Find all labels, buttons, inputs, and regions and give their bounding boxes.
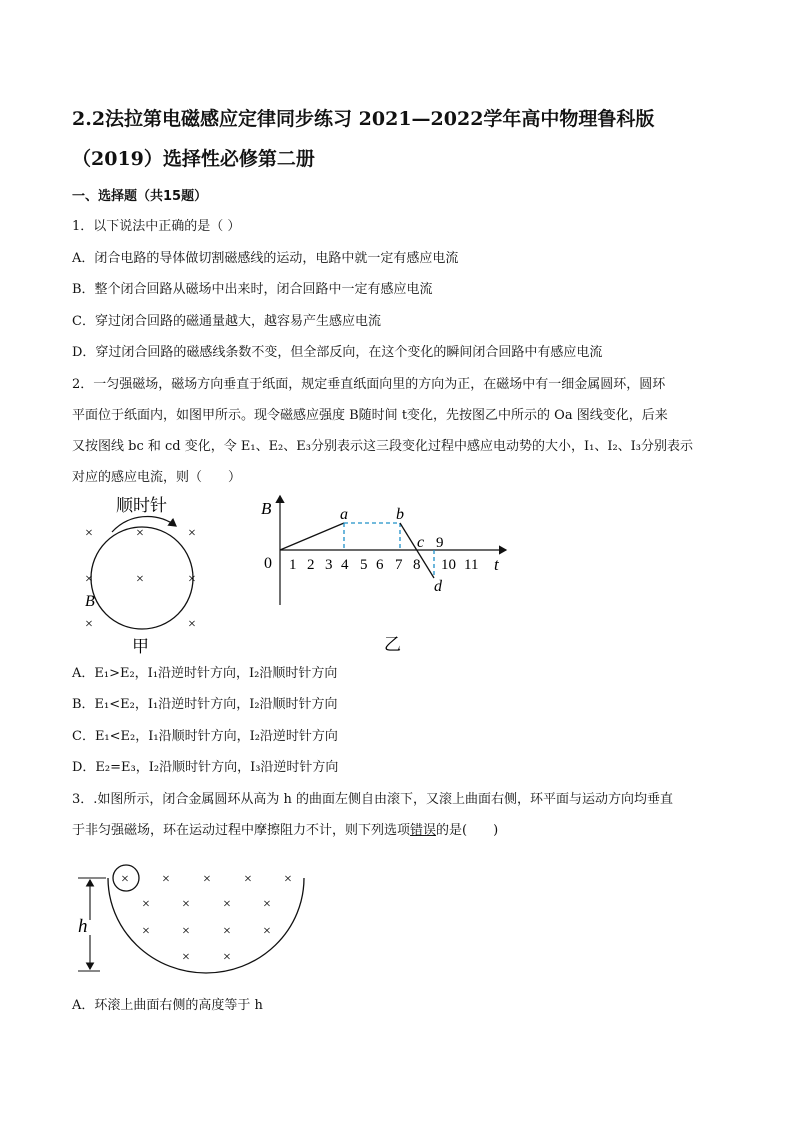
q3-stem-tail: 的是( ) — [436, 823, 499, 838]
figure-yi-caption: 乙 — [384, 635, 401, 654]
cross-mark: × — [121, 872, 129, 887]
doc-title-line2: （2019）选择性必修第二册 — [72, 148, 315, 170]
field-crosses — [85, 526, 196, 632]
cross-mark: × — [188, 617, 196, 632]
field-b-label: B — [85, 593, 95, 610]
q1-option-d: D．穿过闭合回路的磁感线条数不变，但全部反向，在这个变化的瞬间闭合回路中有感应电流 — [72, 345, 603, 360]
cross-mark: × — [85, 526, 93, 541]
section-heading: 一、选择题（共15题） — [72, 189, 208, 204]
figure-jia-caption: 甲 — [132, 637, 149, 656]
field-crosses — [121, 872, 292, 965]
tick-label: 10 — [441, 557, 456, 573]
q3-option-a: A．环滚上曲面右侧的高度等于 h — [72, 998, 263, 1013]
cross-mark: × — [182, 950, 190, 965]
figure-yi — [256, 490, 520, 660]
tick-label: 1 — [289, 557, 297, 573]
tick-label: 6 — [376, 557, 384, 573]
cross-mark: × — [188, 572, 196, 587]
cross-mark: × — [136, 572, 144, 587]
q3-stem-line2 — [72, 821, 732, 841]
cross-mark: × — [284, 872, 292, 887]
cross-mark: × — [182, 897, 190, 912]
cross-mark: × — [182, 924, 190, 939]
doc-title-line1: 2.2法拉第电磁感应定律同步练习 2021—2022学年高中物理鲁科版 — [72, 108, 655, 130]
cross-mark: × — [263, 924, 271, 939]
cross-mark: × — [162, 872, 170, 887]
q3-emphasis-word: 错误 — [410, 823, 437, 838]
figure-q3-curve — [70, 855, 310, 985]
tick-label: 2 — [307, 557, 315, 573]
point-d-label: d — [434, 578, 442, 595]
tick-label: 7 — [395, 557, 403, 573]
q2-option-b: B．E₁<E₂，I₁沿逆时针方向，I₂沿顺时针方向 — [72, 697, 338, 712]
point-a-label: a — [340, 506, 348, 523]
q2-stem-line4: 对应的感应电流，则（ ） — [72, 470, 242, 485]
tick-label: 11 — [464, 557, 479, 573]
point-b-label: b — [396, 506, 404, 523]
curved-track — [108, 878, 304, 973]
cross-mark: × — [85, 572, 93, 587]
segment-oa — [280, 523, 344, 550]
q2-option-c: C．E₁<E₂，I₁沿顺时针方向，I₂沿逆时针方向 — [72, 729, 338, 744]
cross-mark: × — [223, 950, 231, 965]
q2-stem-line3: 又按图线 bc 和 cd 变化，令 E₁、E₂、E₃分别表示这三段变化过程中感应电动势的大小，I₁、I₂、I₃分别表示 — [72, 439, 694, 454]
figure-jia — [76, 492, 216, 660]
cross-mark: × — [188, 526, 196, 541]
cross-mark: × — [244, 872, 252, 887]
tick-9-label: 9 — [436, 535, 444, 551]
tick-label: 5 — [360, 557, 368, 573]
q2-stem-line1: 2．一匀强磁场，磁场方向垂直于纸面，规定垂直纸面向里的方向为正，在磁场中有一细金属圆环，圆环 — [72, 377, 666, 392]
q3-stem-text: 于非匀强磁场，环在运动过程中摩擦阻力不计，则下列选项 — [72, 823, 411, 838]
clockwise-arrow-icon — [112, 516, 176, 532]
q1-option-a: A．闭合电路的导体做切割磁感线的运动，电路中就一定有感应电流 — [72, 251, 459, 266]
cross-mark: × — [85, 617, 93, 632]
cross-mark: × — [263, 897, 271, 912]
tick-label: 8 — [413, 557, 421, 573]
x-tick-labels — [289, 557, 478, 573]
q3-stem-line1: 3．.如图所示，闭合金属圆环从高为 h 的曲面左侧自由滚下，又滚上曲面右侧，环平面与运动方向均垂直 — [72, 792, 674, 807]
cross-mark: × — [223, 897, 231, 912]
cross-mark: × — [142, 897, 150, 912]
tick-label: 3 — [325, 557, 333, 573]
q1-option-b: B．整个闭合回路从磁场中出来时，闭合回路中一定有感应电流 — [72, 282, 433, 297]
cross-mark: × — [136, 526, 144, 541]
tick-label: 4 — [341, 557, 349, 573]
clockwise-label: 顺时针 — [116, 496, 167, 515]
height-h-label: h — [78, 916, 88, 937]
y-axis-label: B — [261, 499, 272, 518]
origin-label: 0 — [264, 555, 272, 572]
q2-stem-line2: 平面位于纸面内，如图甲所示。现令磁感应强度 B随时间 t变化，先按图乙中所示的 Oa 图线变化，后来 — [72, 408, 668, 423]
q1-stem: 1．以下说法中正确的是（ ） — [72, 219, 241, 234]
cross-mark: × — [223, 924, 231, 939]
point-c-label: c — [417, 534, 425, 551]
cross-mark: × — [142, 924, 150, 939]
x-axis-label: t — [494, 555, 499, 574]
q2-option-d: D．E₂=E₃，I₂沿顺时针方向，I₃沿逆时针方向 — [72, 760, 339, 775]
q2-option-a: A．E₁>E₂，I₁沿逆时针方向，I₂沿顺时针方向 — [72, 666, 338, 681]
q1-option-c: C．穿过闭合回路的磁通量越大，越容易产生感应电流 — [72, 314, 381, 329]
cross-mark: × — [203, 872, 211, 887]
